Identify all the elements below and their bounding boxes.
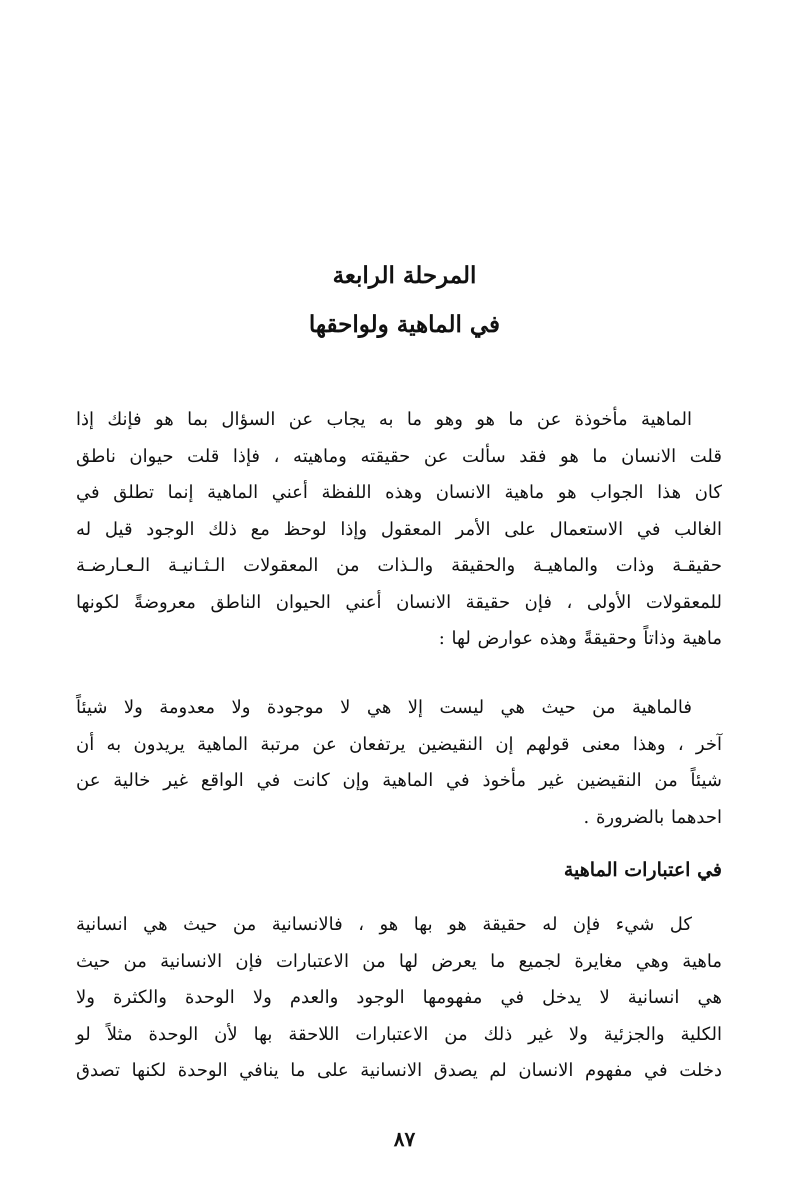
text-line: قلت الانسان ما هو فقد سألت عن حقيقته وماهيته ، فإذا قلت حيوان ناطق xyxy=(76,445,722,467)
text-line: الغالب في الاستعمال على الأمر المعقول وإذا لوحظ مع ذلك الوجود قيل له xyxy=(76,518,722,540)
text-line: كان هذا الجواب هو ماهية الانسان وهذه اللفظة أعني الماهية إنما تطلق في xyxy=(76,482,722,503)
text-line: الماهية مأخوذة عن ما هو وهو ما به يجاب عن السؤال بما هو فإنك إذا xyxy=(76,409,692,430)
paragraph-1 xyxy=(76,402,722,658)
text-line: فالماهية من حيث هي ليست إلا هي لا موجودة ولا معدومة ولا شيئاً xyxy=(76,697,692,718)
page-number: ٨٧ xyxy=(393,1127,416,1151)
section-heading: في اعتبارات الماهية xyxy=(563,859,722,881)
text-line: حقيقـة وذات والماهيـة والحقيقة والـذات من المعقولات الـثـانيـة الـعـارضـة xyxy=(76,555,722,576)
text-line: ماهية وهي مغايرة لجميع ما يعرض لها من الاعتبارات فإن الانسانية من حيث xyxy=(76,950,722,972)
paragraph-3 xyxy=(76,907,722,1090)
text-line: دخلت في مفهوم الانسان لم يصدق الانسانية على ما ينافي الوحدة لكنها تصدق xyxy=(76,1060,722,1081)
text-line: احدهما بالضرورة . xyxy=(583,806,722,828)
chapter-title: المرحلة الرابعة xyxy=(332,262,477,289)
text-line: آخر ، وهذا معنى قولهم إن النقيضين يرتفعان عن مرتبة الماهية يريدون به أن xyxy=(76,733,722,755)
text-line: هي انسانية لا يدخل في مفهومها الوجود والعدم ولا الوحدة والكثرة ولا xyxy=(76,987,722,1008)
text-line: ماهية وذاتاً وحقيقةً وهذه عوارض لها : xyxy=(438,628,722,649)
text-line: شيئاً من النقيضين غير مأخوذ في الماهية وإن كانت في الواقع غير خالية عن xyxy=(76,770,722,791)
text-line: الكلية والجزئية ولا غير ذلك من الاعتبارات اللاحقة بها لأن الوحدة مثلاً لو xyxy=(76,1023,722,1045)
text-line: للمعقولات الأولى ، فإن حقيقة الانسان أعني الحيوان الناطق معروضةً لكونها xyxy=(76,591,722,613)
chapter-subtitle: في الماهية ولواحقها xyxy=(308,311,501,338)
paragraph-2 xyxy=(76,690,722,836)
text-line: كل شيء فإن له حقيقة هو بها هو ، فالانسانية من حيث هي انسانية xyxy=(76,914,692,935)
